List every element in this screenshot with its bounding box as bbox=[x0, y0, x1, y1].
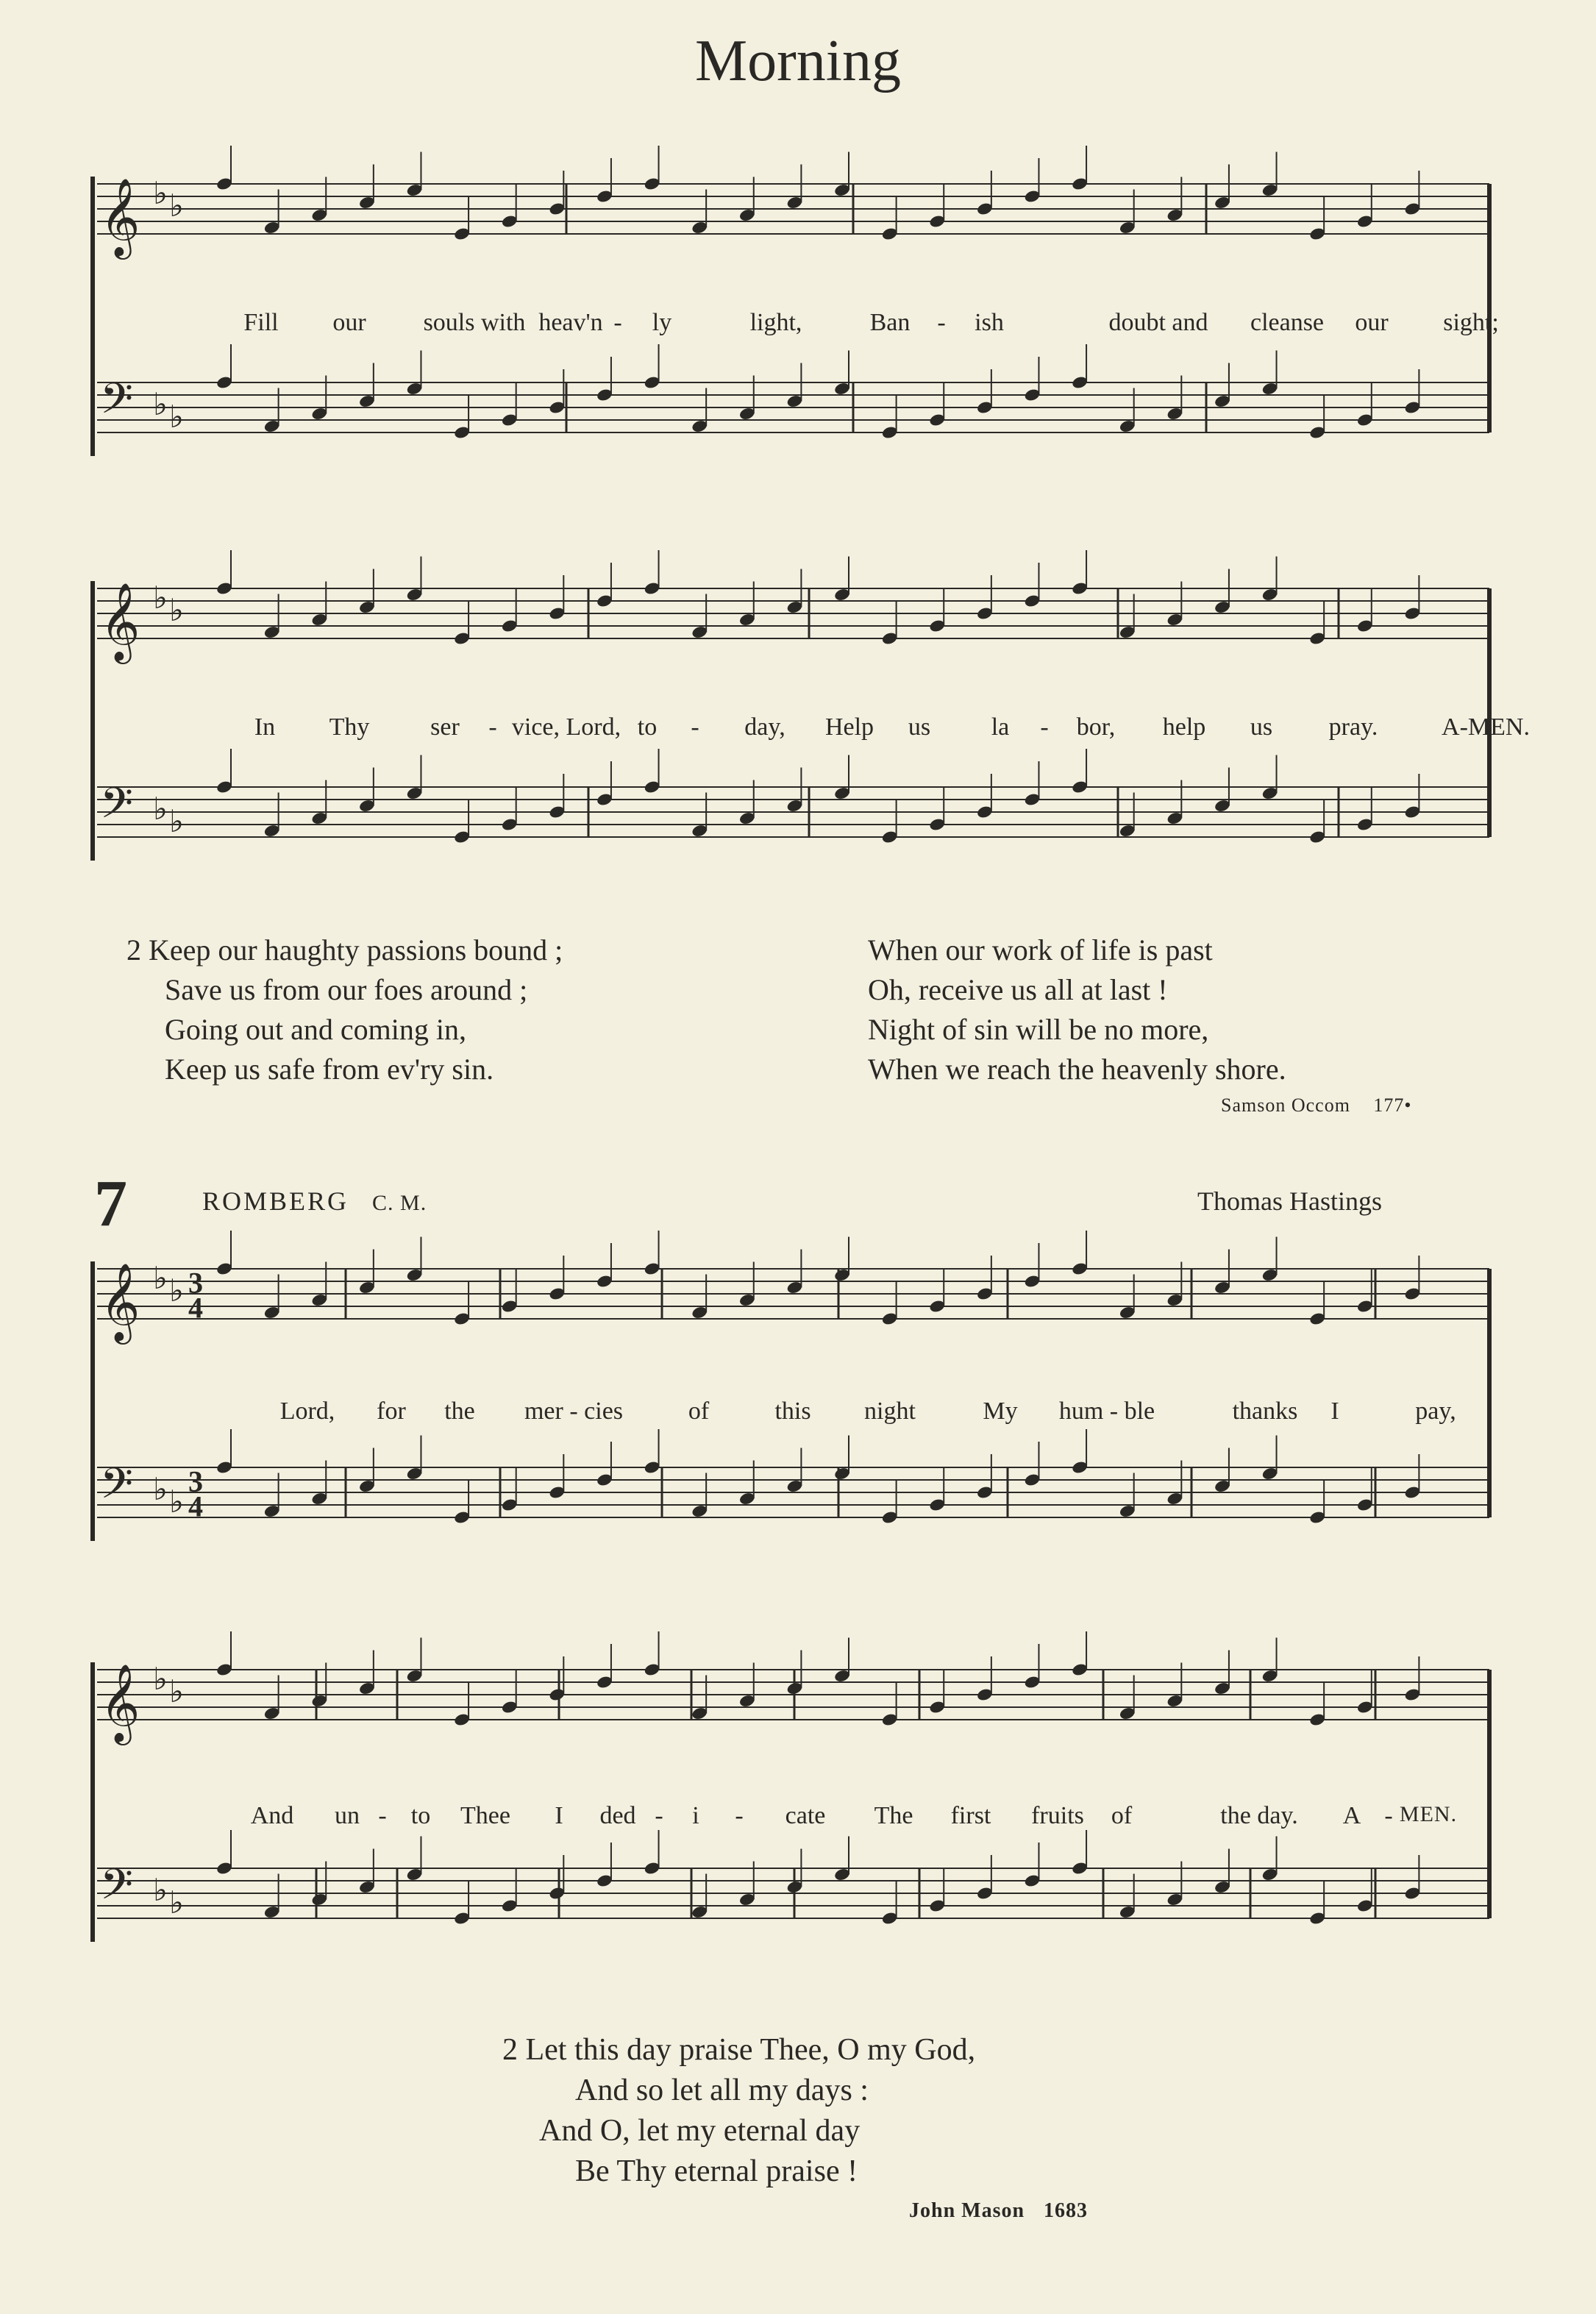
lyric-syllable: - bbox=[1040, 713, 1049, 741]
key-signature-flat-icon: ♭ bbox=[169, 803, 184, 840]
author-name: Samson Occom bbox=[1221, 1094, 1350, 1116]
lyric-syllable: Ban bbox=[869, 309, 911, 336]
key-signature-flat-icon: ♭ bbox=[169, 1484, 184, 1520]
lyric-syllable: souls with bbox=[423, 309, 526, 336]
hymn6-author bbox=[1221, 1094, 1412, 1117]
lyric-syllable: My bbox=[983, 1398, 1018, 1425]
verse-line: Going out and coming in, bbox=[165, 1013, 466, 1046]
lyric-syllable: the bbox=[444, 1398, 475, 1425]
key-signature-flat-icon: ♭ bbox=[153, 386, 168, 423]
lyric-syllable: Thy bbox=[329, 713, 370, 741]
key-signature-flat-icon: ♭ bbox=[169, 1884, 184, 1921]
lyric-syllable: - bbox=[1384, 1802, 1393, 1829]
bass-clef-icon: 𝄢 bbox=[100, 1459, 134, 1519]
lyric-syllable: our bbox=[332, 309, 366, 336]
hymn7-tune-title bbox=[202, 1186, 427, 1217]
hymn7-number: 7 bbox=[94, 1167, 127, 1240]
key-signature-flat-icon: ♭ bbox=[169, 1673, 184, 1710]
lyric-syllable: to bbox=[410, 1802, 431, 1829]
time-signature-top: 3 bbox=[188, 1464, 203, 1498]
lyric-syllable: - bbox=[613, 309, 622, 336]
lyric-syllable: - bbox=[378, 1802, 387, 1829]
lyric-syllable: light, bbox=[749, 309, 802, 336]
lyric-syllable: the day. bbox=[1220, 1802, 1298, 1829]
lyric-syllable: Fill bbox=[243, 309, 279, 336]
lyric-syllable: - bbox=[937, 309, 946, 336]
lyric-syllable: help bbox=[1162, 713, 1206, 741]
lyric-syllable: this bbox=[774, 1398, 811, 1425]
key-signature-flat-icon: ♭ bbox=[169, 1272, 184, 1309]
lyric-syllable: un bbox=[335, 1802, 360, 1829]
time-signature-bottom: 4 bbox=[188, 1489, 203, 1523]
hymn7-stanza2 bbox=[0, 2030, 1596, 2192]
lyric-syllable: ded bbox=[599, 1802, 636, 1829]
lyric-syllable: fruits bbox=[1031, 1802, 1084, 1829]
key-signature-flat-icon: ♭ bbox=[169, 188, 184, 224]
bass-clef-icon: 𝄢 bbox=[100, 1859, 134, 1920]
verse-line: Save us from our foes around ; bbox=[165, 973, 528, 1006]
lyric-syllable: MEN. bbox=[1399, 1802, 1458, 1826]
lyric-syllable: Thee bbox=[460, 1802, 510, 1829]
lyric-syllable: night bbox=[864, 1398, 916, 1425]
lyric-syllable: ish bbox=[975, 309, 1004, 336]
lyric-syllable: pay, bbox=[1415, 1398, 1456, 1425]
lyric-syllable: hum - ble bbox=[1058, 1398, 1155, 1425]
time-signature-top: 3 bbox=[188, 1266, 203, 1300]
stanza-line: Be Thy eternal praise ! bbox=[575, 2154, 858, 2188]
key-signature-flat-icon: ♭ bbox=[153, 1471, 168, 1508]
lyric-syllable: of bbox=[1111, 1802, 1133, 1829]
lyric-syllable: us bbox=[1250, 713, 1273, 741]
lyric-syllable: - bbox=[735, 1802, 744, 1829]
lyric-syllable: day, bbox=[744, 713, 785, 741]
verse-line: 2 Keep our haughty passions bound ; bbox=[127, 933, 563, 966]
bass-clef-icon: 𝄢 bbox=[100, 778, 134, 839]
treble-clef-icon: 𝄞 bbox=[100, 177, 140, 256]
lyric-syllable: mer - cies bbox=[524, 1398, 624, 1425]
treble-clef-icon: 𝄞 bbox=[100, 1663, 140, 1742]
lyric-syllable: Lord, bbox=[279, 1398, 335, 1425]
key-signature-flat-icon: ♭ bbox=[169, 399, 184, 435]
hymn6-verse2-right bbox=[868, 930, 1286, 1089]
verse-line: Oh, receive us all at last ! bbox=[868, 973, 1168, 1006]
bass-clef-icon: 𝄢 bbox=[100, 374, 134, 434]
key-signature-flat-icon: ♭ bbox=[153, 1260, 168, 1297]
stanza-line: And O, let my eternal day bbox=[539, 2114, 861, 2148]
lyric-syllable: A bbox=[1342, 1802, 1361, 1829]
hymn6-system2 bbox=[88, 566, 1504, 912]
lyric-syllable: heav'n bbox=[538, 309, 603, 336]
hymn6-system2-staves bbox=[88, 566, 1504, 912]
stanza-line: And so let all my days : bbox=[575, 2073, 869, 2107]
lyric-syllable: sight; bbox=[1443, 309, 1499, 336]
stanza-line: 2 Let this day praise Thee, O my God, bbox=[502, 2033, 976, 2067]
lyric-syllable: la bbox=[991, 713, 1010, 741]
lyric-syllable: to bbox=[637, 713, 658, 741]
lyric-syllable: ly bbox=[652, 309, 672, 336]
lyric-syllable: doubt and bbox=[1108, 309, 1208, 336]
key-signature-flat-icon: ♭ bbox=[153, 175, 168, 212]
page-title: Morning bbox=[695, 29, 901, 93]
lyric-syllable: ser bbox=[430, 713, 460, 741]
verse-line: When we reach the heavenly shore. bbox=[868, 1053, 1286, 1086]
lyric-syllable: cleanse bbox=[1250, 309, 1325, 336]
lyric-syllable: In bbox=[254, 713, 276, 741]
lyric-syllable: - bbox=[691, 713, 699, 741]
lyric-syllable: I bbox=[1330, 1398, 1339, 1425]
lyric-syllable: vice, Lord, bbox=[511, 713, 621, 741]
verse-line: Night of sin will be no more, bbox=[868, 1013, 1209, 1046]
lyric-syllable: of bbox=[688, 1398, 710, 1425]
lyric-syllable: for bbox=[377, 1398, 406, 1425]
lyric-syllable: our bbox=[1355, 309, 1389, 336]
treble-clef-icon: 𝄞 bbox=[100, 582, 140, 661]
lyric-syllable: The bbox=[874, 1802, 913, 1829]
hymn6-verse2-left bbox=[127, 930, 563, 1089]
hymn7-composer: Thomas Hastings bbox=[1197, 1186, 1382, 1216]
lyric-syllable: first bbox=[950, 1802, 991, 1829]
lyric-syllable: And bbox=[250, 1802, 294, 1829]
key-signature-flat-icon: ♭ bbox=[169, 592, 184, 629]
key-signature-flat-icon: ♭ bbox=[153, 791, 168, 827]
tune-meter: C. M. bbox=[372, 1191, 427, 1215]
time-signature-bottom: 4 bbox=[188, 1291, 203, 1325]
lyric-syllable: thanks bbox=[1232, 1398, 1298, 1425]
lyric-syllable: cate bbox=[785, 1802, 826, 1829]
author-year: 1683 bbox=[1044, 2199, 1089, 2222]
author-year: 177• bbox=[1373, 1094, 1412, 1116]
author-name: John Mason bbox=[909, 2199, 1025, 2222]
hymn7-author bbox=[909, 2199, 1088, 2223]
lyric-syllable: I bbox=[555, 1802, 563, 1829]
lyric-syllable: A-MEN. bbox=[1442, 713, 1530, 741]
treble-clef-icon: 𝄞 bbox=[100, 1262, 140, 1341]
key-signature-flat-icon: ♭ bbox=[153, 580, 168, 616]
key-signature-flat-icon: ♭ bbox=[153, 1661, 168, 1698]
lyric-syllable: i bbox=[692, 1802, 699, 1829]
key-signature-flat-icon: ♭ bbox=[153, 1872, 168, 1909]
lyric-syllable: pray. bbox=[1328, 713, 1378, 741]
verse-line: When our work of life is past bbox=[868, 933, 1213, 966]
tune-name: ROMBERG bbox=[202, 1186, 349, 1216]
lyric-syllable: Help bbox=[824, 713, 874, 741]
verse-line: Keep us safe from ev'ry sin. bbox=[165, 1053, 494, 1086]
lyric-syllable: us bbox=[908, 713, 931, 741]
lyric-syllable: - bbox=[655, 1802, 663, 1829]
lyric-syllable: - bbox=[488, 713, 497, 741]
lyric-syllable: bor, bbox=[1076, 713, 1116, 741]
